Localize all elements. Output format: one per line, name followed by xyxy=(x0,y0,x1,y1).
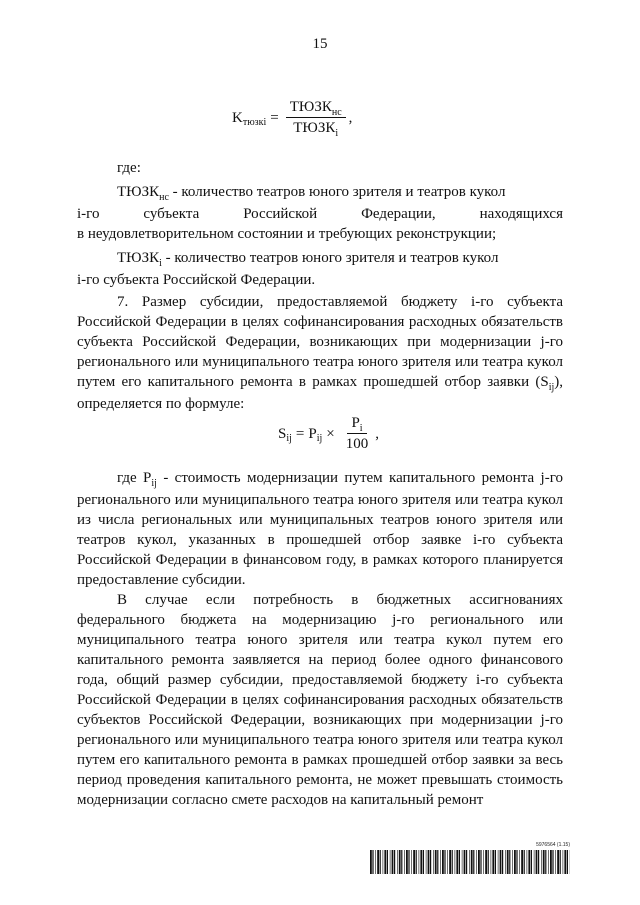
formula2-fraction xyxy=(342,416,373,452)
definition-tyuzk-i-line2: i-го субъекта Российской Федерации. xyxy=(77,272,316,288)
fraction-denominator: $ТЮЗК_i$ xyxy=(293,120,339,139)
where-p-ij: где $P_{ij}$ - стоимость модернизации путем капитального ремонта j-го регионального или муниципального театра юного зрителя или театра кукол из числа региональных или муниципальных театров юного зрителя или театров кукол, указанных в прошедшей отбор заявке i-го субъекта Российской Федерации в финансовом году, в рамках которого планируется предоставление субсидии. xyxy=(77,470,563,588)
formula-sij xyxy=(278,416,379,452)
formula2-eq: = xyxy=(295,425,305,442)
where-label: где: xyxy=(117,160,141,176)
formula2-tail: , xyxy=(375,425,379,442)
formula-lhs: K xyxy=(232,109,243,126)
paragraph-case: В случае если потребность в бюджетных ассигнованиях федерального бюджета на модернизацию j-го регионального или муниципального театра юного зрителя или театра кукол путем его капитального ремонта заявляется на период более одного финансового года, общий размер субсидии, предоставляемой бюджету i-го субъекта Российской Федерации в целях софинансирования расходных обязательств субъектов Российской Федерации, возникающих при модернизации j-го регионального или муниципального театра юного зрителя или театра кукол путем его капитального ремонта в рамках прошедшей отбор заявки за весь период проведения капитального ремонта, не может превышать стоимость модернизации согласно смете расходов на капитальный ремонт xyxy=(77,592,563,808)
definition-tyuzk-ns-line2: i-го субъекта Российской Федерации, находящихся xyxy=(77,206,563,222)
paragraph-7: 7. Размер субсидии, предоставляемой бюджету i-го субъекта Российской Федерации в целях софинансирования расходных обязательств субъекта Российской Федерации, возникающих при модернизации j-го регионального или муниципального театра юного зрителя или театра кукол путем его капитального ремонта в рамках прошедшей отбор заявки $(S_{ij})$, определяется по формуле: xyxy=(77,294,563,412)
formula-eq: = xyxy=(270,109,279,126)
definitions-block xyxy=(77,158,563,414)
barcode-icon xyxy=(370,850,570,874)
main-text-block xyxy=(77,468,563,810)
fraction-numerator: $ТЮЗК_{нс}$ xyxy=(286,100,346,118)
barcode-caption: 5976564 (1.15) xyxy=(536,842,570,848)
formula2-lhs: S xyxy=(278,425,287,442)
fraction2-denominator: 100 xyxy=(345,436,369,452)
formula2-p-sub: ij xyxy=(316,432,323,444)
fraction2-numerator: $P_i$ xyxy=(347,416,366,434)
definition-tyuzk-i: $ТЮЗК_i$ - количество театров юного зрителя и театров кукол xyxy=(117,250,499,269)
formula-tail: , xyxy=(348,109,353,126)
formula-kyuzk xyxy=(232,99,353,139)
formula2-p: P xyxy=(308,425,317,442)
formula2-lhs-sub: ij xyxy=(286,432,292,444)
formula2-times: × xyxy=(326,425,335,442)
formula-lhs-sub: тюзкi xyxy=(242,116,267,128)
formula-fraction xyxy=(286,99,346,139)
definition-tyuzk-ns: $ТЮЗК_{нс}$ - количество театров юного зрителя и театров кукол xyxy=(117,184,506,203)
page-number: 15 xyxy=(312,36,328,52)
barcode xyxy=(370,842,570,876)
definition-tyuzk-ns-line3: в неудовлетворительном состоянии и требующих реконструкции; xyxy=(77,226,497,242)
